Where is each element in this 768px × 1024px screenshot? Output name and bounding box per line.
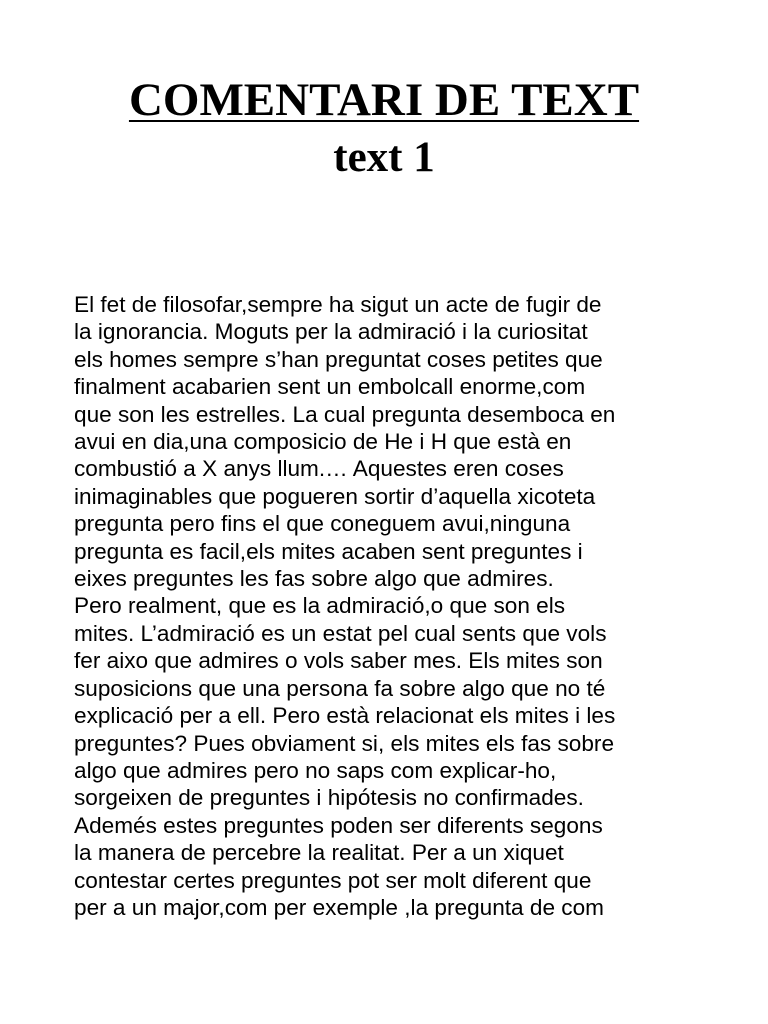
text-line: pregunta es facil,els mites acaben sent preguntes i xyxy=(74,538,583,564)
text-line: eixes preguntes les fas sobre algo que admires. xyxy=(74,566,554,592)
text-line: finalment acabarien sent un embolcall enorme,com xyxy=(74,374,586,400)
text-line: inimaginables que pogueren sortir d’aquella xicoteta xyxy=(74,483,596,509)
text-line: explicació per a ell. Pero està relacionat els mites i les xyxy=(74,703,616,729)
text-line: sorgeixen de preguntes i hipótesis no confirmades. xyxy=(74,785,584,811)
body-paragraph xyxy=(74,291,714,921)
text-line: per a un major,com per exemple ,la pregunta de com xyxy=(74,894,604,920)
text-line: contestar certes preguntes pot ser molt diferent que xyxy=(74,867,592,893)
text-line: que son les estrelles. La cual pregunta desemboca en xyxy=(74,401,616,427)
text-line: Pero realment, que es la admiració,o que son els xyxy=(74,593,566,619)
text-line: pregunta pero fins el que coneguem avui,ninguna xyxy=(74,511,571,537)
text-line: avui en dia,una composicio de He i H que està en xyxy=(74,429,572,455)
text-line: El fet de filosofar,sempre ha sigut un acte de fugir de xyxy=(74,292,602,317)
text-line: algo que admires pero no saps com explicar-ho, xyxy=(74,757,557,783)
document-title xyxy=(0,72,768,128)
document-subtitle: text 1 xyxy=(333,134,435,181)
text-line: combustió a X anys llum.… Aquestes eren coses xyxy=(74,456,564,482)
text-line: els homes sempre s’han preguntat coses petites que xyxy=(74,346,603,372)
text-line: preguntes? Pues obviament si, els mites els fas sobre xyxy=(74,730,615,756)
document-title-text: COMENTARI DE TEXT xyxy=(128,74,640,126)
text-line: Ademés estes preguntes poden ser diferents segons xyxy=(74,812,603,838)
text-line: la manera de percebre la realitat. Per a un xiquet xyxy=(74,840,564,866)
text-line: mites. L’admiració es un estat pel cual sents que vols xyxy=(74,620,607,646)
text-line: suposicions que una persona fa sobre algo que no té xyxy=(74,675,606,701)
text-line: fer aixo que admires o vols saber mes. Els mites son xyxy=(74,648,603,674)
text-line: la ignorancia. Moguts per la admiració i la curiositat xyxy=(74,319,588,345)
